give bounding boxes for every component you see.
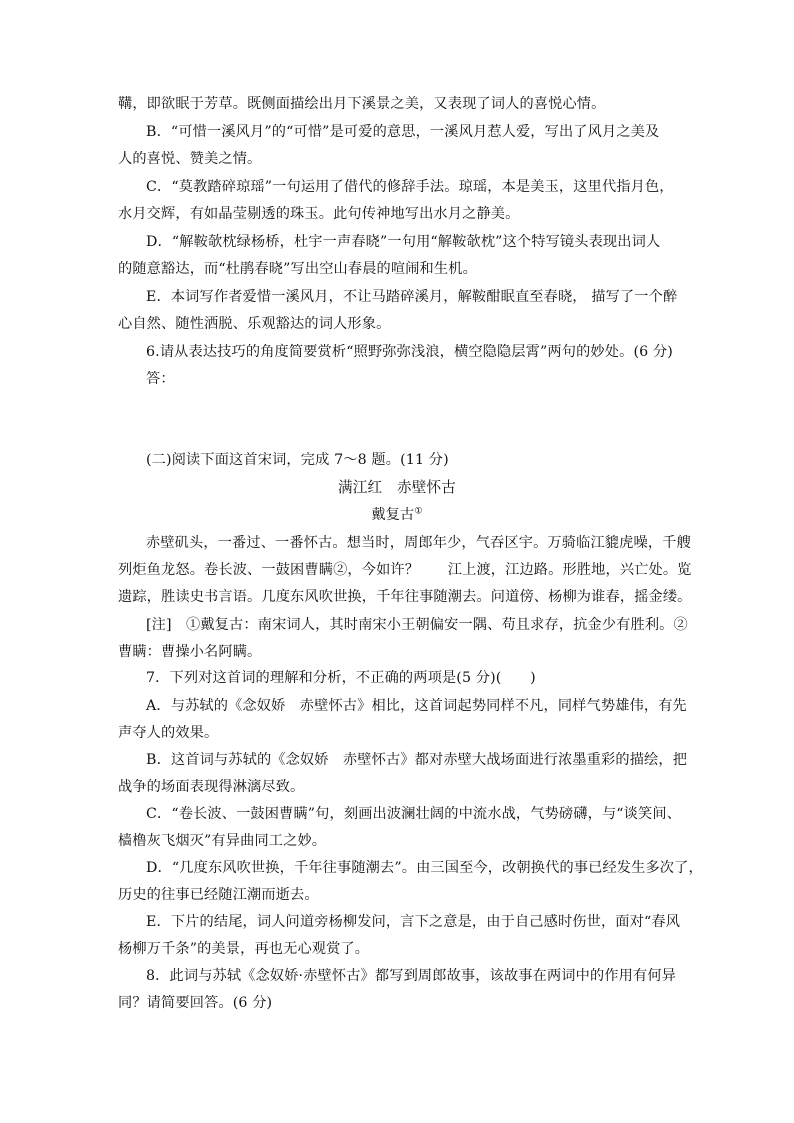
option-a-line: 声夺人的效果。 bbox=[118, 725, 219, 741]
question-8: 8．此词与苏轼《念奴娇·赤壁怀古》都写到周郎故事，该故事在两词中的作用有何异 bbox=[146, 968, 676, 984]
poem-line: 遗踪，胜读史书言语。几度东风吹世换，千年往事随潮去。问道傍、杨柳为谁春，摇金缕。 bbox=[118, 589, 692, 605]
poem-title: 满江红 赤壁怀古 bbox=[338, 479, 456, 496]
option-b-line: 战争的场面表现得淋漓尽致。 bbox=[118, 779, 305, 795]
poem-line: 列炬鱼龙怒。卷长波、一鼓困曹瞒②，今如许？ 江上渡，江边路。形胜地，兴亡处。览 bbox=[118, 562, 692, 578]
question-7: 7．下列对这首词的理解和分析，不正确的两项是(5 分)( ) bbox=[146, 670, 536, 686]
option-e-line: 心自然、随性洒脱、乐观豁达的词人形象。 bbox=[118, 316, 391, 332]
question-6: 6.请从表达技巧的角度简要赏析“照野弥弥浅浪，横空隐隐层霄”两句的妙处。(6 分) bbox=[146, 344, 673, 360]
option-c-line: 水月交辉，有如晶莹剔透的珠玉。此句传神地写出水月之静美。 bbox=[118, 206, 520, 222]
poem-author bbox=[0, 505, 794, 525]
footnote-line: [注] ①戴复古：南宋词人，其时南宋小王朝偏安一隅、苟且求存，抗金少有胜利。② bbox=[146, 617, 688, 633]
option-c-line: C．“卷长波、一鼓困曹瞒”句，刻画出波澜壮阔的中流水战，气势磅礴，与“谈笑间、 bbox=[146, 806, 682, 822]
question-8: 同？请简要回答。(6 分) bbox=[118, 995, 273, 1011]
option-d-line: D．“几度东风吹世换，千年往事随潮去”。由三国至今，改朝换代的事已经发生多次了， bbox=[146, 860, 703, 876]
option-b-line: B．“可惜一溪风月”的“可惜”是可爱的意思，一溪风月惹人爱，写出了风月之美及 bbox=[146, 124, 660, 140]
paragraph-line: 鞲，即欲眠于芳草。既侧面描绘出月下溪景之美，又表现了词人的喜悦心情。 bbox=[118, 96, 606, 112]
footnote-line: 曹瞒：曹操小名阿瞒。 bbox=[118, 644, 262, 660]
option-b-line: 人的喜悦、赞美之情。 bbox=[118, 151, 262, 167]
option-c-line: C．“莫教踏碎琼瑶”一句运用了借代的修辞手法。琼瑶，本是美玉，这里代指月色， bbox=[146, 179, 674, 195]
option-c-line: 樯橹灰飞烟灭”有异曲同工之妙。 bbox=[118, 833, 327, 849]
option-d-line: 历史的往事已经随江潮而逝去。 bbox=[118, 887, 319, 903]
option-d-line: 的随意豁达，而“杜鹃春晓”写出空山春晨的喧闹和生机。 bbox=[118, 261, 477, 277]
section-intro: (二)阅读下面这首宋词，完成 7～8 题。(11 分) bbox=[146, 452, 449, 468]
option-b-line: B．这首词与苏轼的《念奴娇 赤壁怀古》都对赤壁大战场面进行浓墨重彩的描绘，把 bbox=[146, 752, 688, 768]
option-e-line: 杨柳万千条”的美景，再也无心观赏了。 bbox=[118, 941, 370, 957]
author-name: 戴复古 bbox=[371, 507, 415, 523]
option-e-line: E．本词写作者爱惜一溪风月，不让马踏碎溪月，解鞍酣眠直至春晓， 描写了一个醉 bbox=[146, 289, 678, 305]
option-d-line: D．“解鞍欹枕绿杨桥，杜宇一声春晓”一句用“解鞍欹枕”这个特写镜头表现出词人 bbox=[146, 234, 661, 250]
answer-label: 答： bbox=[146, 371, 175, 387]
footnote-marker: ① bbox=[414, 506, 423, 517]
option-e-line: E．下片的结尾，词人问道旁杨柳发问，言下之意是，由于自己感时伤世，面对“春风 bbox=[146, 914, 681, 930]
poem-line: 赤壁矶头，一番过、一番怀古。想当时，周郎年少，气吞区宇。万骑临江貔虎噪，千艘 bbox=[146, 535, 691, 551]
option-a-line: A．与苏轼的《念奴娇 赤壁怀古》相比，这首词起势同样不凡，同样气势雄伟，有先 bbox=[146, 698, 687, 714]
